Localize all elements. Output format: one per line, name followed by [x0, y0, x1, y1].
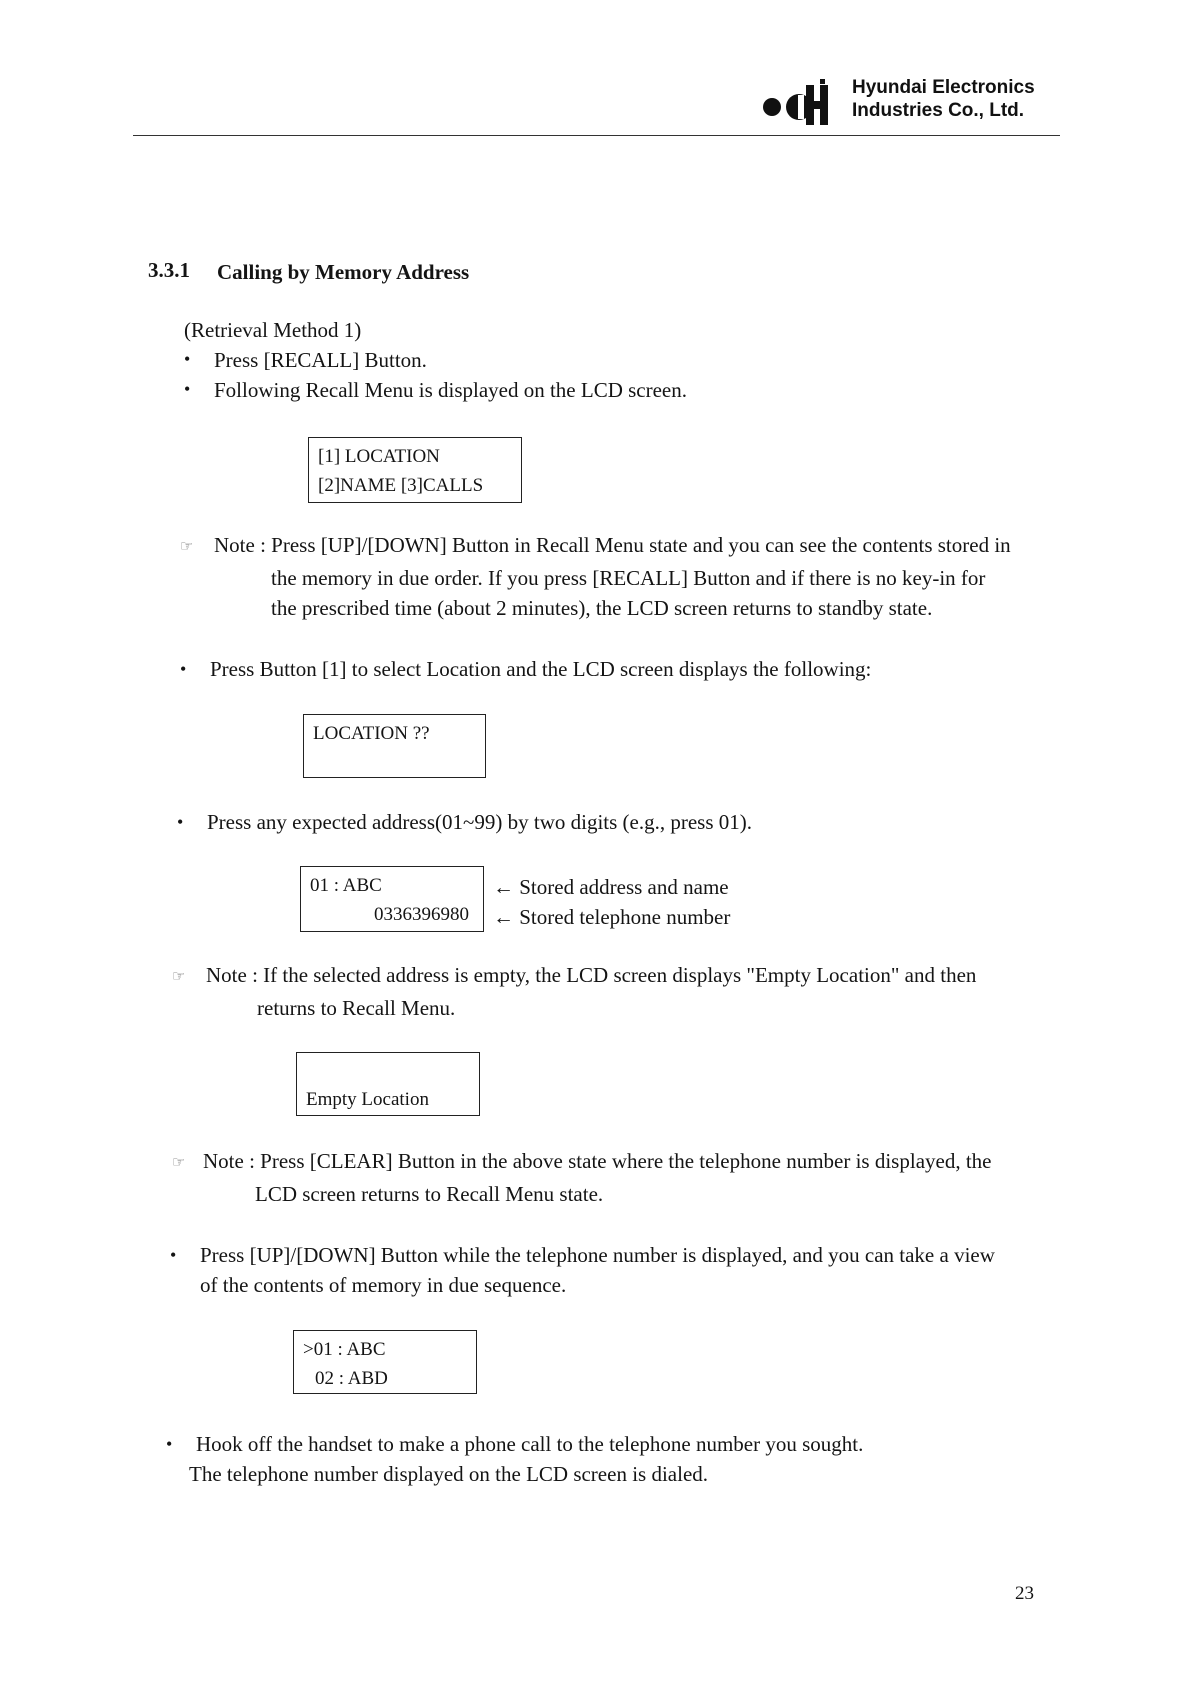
bullet: •: [170, 1245, 177, 1265]
lcd-line: 02 : ABD: [315, 1368, 388, 1389]
note-recall-menu-line-2: the memory in due order. If you press [RECALL] Button and if there is no key-in for: [271, 566, 986, 590]
lcd-memory-sequence: [293, 1330, 477, 1394]
step-hook-off-line-2: The telephone number displayed on the LCD screen is dialed.: [189, 1462, 709, 1486]
bullet: •: [177, 812, 184, 832]
note-recall-menu-line-3: the prescribed time (about 2 minutes), the LCD screen returns to standby state.: [271, 596, 933, 620]
bullet: •: [184, 379, 191, 399]
page-number: 23: [1015, 1583, 1034, 1604]
bullet: •: [184, 349, 191, 369]
note-recall-menu-line-1: Note : Press [UP]/[DOWN] Button in Recall Menu state and you can see the contents stored in: [214, 533, 1011, 557]
lcd-stored-entry: [300, 866, 484, 932]
note-empty-location-line-2: returns to Recall Menu.: [257, 996, 456, 1020]
bullet: •: [166, 1434, 173, 1454]
step-recall-menu-displayed: Following Recall Menu is displayed on the LCD screen.: [214, 378, 688, 402]
company-name-line-1: Hyundai Electronics: [852, 77, 1035, 98]
note-pointing-hand-icon: ☞: [172, 967, 186, 985]
lcd-line: LOCATION ??: [313, 723, 430, 744]
bullet: •: [180, 659, 187, 679]
section-title: Calling by Memory Address: [217, 260, 470, 284]
annotation-stored-address: ← Stored address and name: [493, 875, 729, 899]
lcd-line: 01 : ABC: [310, 875, 382, 896]
step-enter-address: Press any expected address(01~99) by two digits (e.g., press 01).: [207, 810, 752, 834]
note-pointing-hand-icon: ☞: [172, 1153, 186, 1171]
retrieval-method-label: (Retrieval Method 1): [184, 318, 362, 342]
hyundai-logo-icon: [762, 77, 846, 129]
annotation-stored-number: ← Stored telephone number: [493, 905, 731, 929]
step-hook-off-line-1: Hook off the handset to make a phone call to the telephone number you sought.: [196, 1432, 864, 1456]
note-pointing-hand-icon: ☞: [180, 537, 194, 555]
step-press-recall: Press [RECALL] Button.: [214, 348, 427, 372]
note-empty-location-line-1: Note : If the selected address is empty, the LCD screen displays "Empty Location" and then: [206, 963, 977, 987]
note-clear-button-line-2: LCD screen returns to Recall Menu state.: [255, 1182, 604, 1206]
step-select-location: Press Button [1] to select Location and the LCD screen displays the following:: [210, 657, 872, 681]
lcd-line: >01 : ABC: [303, 1339, 386, 1360]
lcd-line: [2]NAME [3]CALLS: [318, 475, 484, 496]
lcd-line: [1] LOCATION: [318, 446, 440, 467]
section-number: 3.3.1: [148, 258, 190, 282]
note-clear-button-line-1: Note : Press [CLEAR] Button in the above state where the telephone number is displayed, the: [203, 1149, 992, 1173]
header-rule: [133, 135, 1060, 136]
step-browse-memory-line-1: Press [UP]/[DOWN] Button while the telephone number is displayed, and you can take a view: [200, 1243, 995, 1267]
lcd-line: 0336396980: [374, 904, 469, 925]
lcd-empty-location: [296, 1052, 480, 1116]
step-browse-memory-line-2: of the contents of memory in due sequence.: [200, 1273, 567, 1297]
lcd-line: Empty Location: [306, 1089, 429, 1110]
lcd-location-prompt: [303, 714, 486, 778]
lcd-recall-menu: [308, 437, 522, 503]
company-name: [852, 76, 1035, 122]
company-name-line-2: Industries Co., Ltd.: [852, 100, 1025, 121]
